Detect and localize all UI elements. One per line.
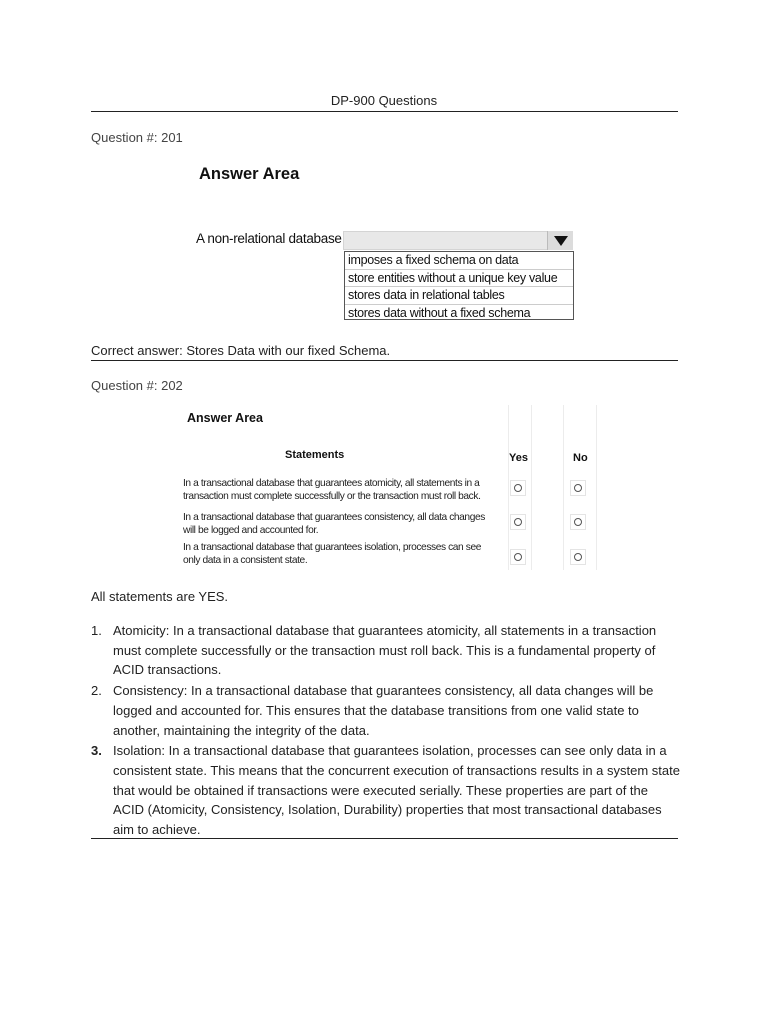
statement-line: only data in a consistent state.	[183, 555, 308, 566]
radio-button-icon	[514, 484, 522, 492]
list-item-number: 2.	[91, 683, 102, 699]
answer-area-title-202: Answer Area	[187, 411, 263, 425]
explanation-list	[91, 621, 681, 840]
statement-line: will be logged and accounted for.	[183, 525, 319, 536]
statement-line: In a transactional database that guarantees consistency, all data changes	[183, 512, 485, 523]
radio-button-icon	[514, 518, 522, 526]
triangle-down-icon	[554, 236, 568, 246]
question-number-201: Question #: 201	[91, 130, 183, 145]
header-divider	[91, 111, 678, 112]
radio-button-icon	[574, 484, 582, 492]
radio-no-consistency[interactable]	[570, 514, 586, 530]
statement-atomicity	[183, 477, 508, 503]
list-item	[91, 681, 681, 740]
dropdown-options-list	[344, 251, 574, 320]
question-prompt: A non-relational database	[196, 231, 342, 246]
table-gridline	[596, 405, 597, 570]
answer-area-title-201: Answer Area	[199, 165, 300, 183]
dropdown-option[interactable]: stores data in relational tables	[345, 287, 573, 305]
statement-line: In a transactional database that guarantees atomicity, all statements in a	[183, 478, 480, 489]
list-item-number: 3.	[91, 743, 102, 759]
radio-yes-atomicity[interactable]	[510, 480, 526, 496]
correct-answer-text: Correct answer: Stores Data with our fixed Schema.	[91, 343, 391, 358]
footer-divider	[91, 838, 678, 839]
list-item-number: 1.	[91, 623, 102, 638]
list-item	[91, 621, 681, 680]
radio-button-icon	[574, 553, 582, 561]
radio-no-isolation[interactable]	[570, 549, 586, 565]
dropdown-option[interactable]: store entities without a unique key value	[345, 270, 573, 288]
table-gridline	[508, 405, 509, 570]
column-header-statements: Statements	[285, 449, 345, 461]
list-item-text: Isolation: In a transactional database that guarantees isolation, processes can see only data in a consistent state. This means that the concurrent execution of transactions results in a system state that would be obtained if transactions were executed serially. These properties are part of the ACID (Atomicity, Consistency, Isolation, Durability) properties that most transactional databases aim to achieve.	[113, 743, 680, 838]
table-gridline	[563, 405, 564, 570]
radio-yes-consistency[interactable]	[510, 514, 526, 530]
radio-button-icon	[574, 518, 582, 526]
section-divider	[91, 360, 678, 361]
column-header-yes: Yes	[509, 452, 528, 464]
list-item-text: Atomicity: In a transactional database that guarantees atomicity, all statements in a transaction must complete successfully or the transaction must roll back. This is a fundamental property of ACID transactions.	[113, 623, 657, 678]
statement-consistency	[183, 511, 508, 537]
list-item-text: Consistency: In a transactional database that guarantees consistency, all data changes will be logged and accounted for. This ensures that the database transitions from one valid state to another, maintaining the integrity of the data.	[113, 683, 654, 738]
statement-line: transaction must complete successfully or the transaction must roll back.	[183, 491, 481, 502]
radio-button-icon	[514, 553, 522, 561]
answer-summary: All statements are YES.	[91, 589, 229, 604]
statement-line: In a transactional database that guarantees isolation, processes can see	[183, 542, 481, 553]
dropdown-toggle-button[interactable]	[547, 231, 573, 250]
dropdown-option[interactable]: imposes a fixed schema on data	[345, 252, 573, 270]
radio-no-atomicity[interactable]	[570, 480, 586, 496]
answer-dropdown[interactable]	[343, 231, 573, 250]
question-number-202: Question #: 202	[91, 378, 183, 393]
statement-isolation	[183, 541, 508, 567]
dropdown-option[interactable]: stores data without a fixed schema	[348, 305, 531, 320]
column-header-no: No	[573, 452, 588, 464]
list-item	[91, 741, 681, 840]
radio-yes-isolation[interactable]	[510, 549, 526, 565]
page-title: DP-900 Questions	[330, 93, 438, 108]
table-gridline	[531, 405, 532, 570]
